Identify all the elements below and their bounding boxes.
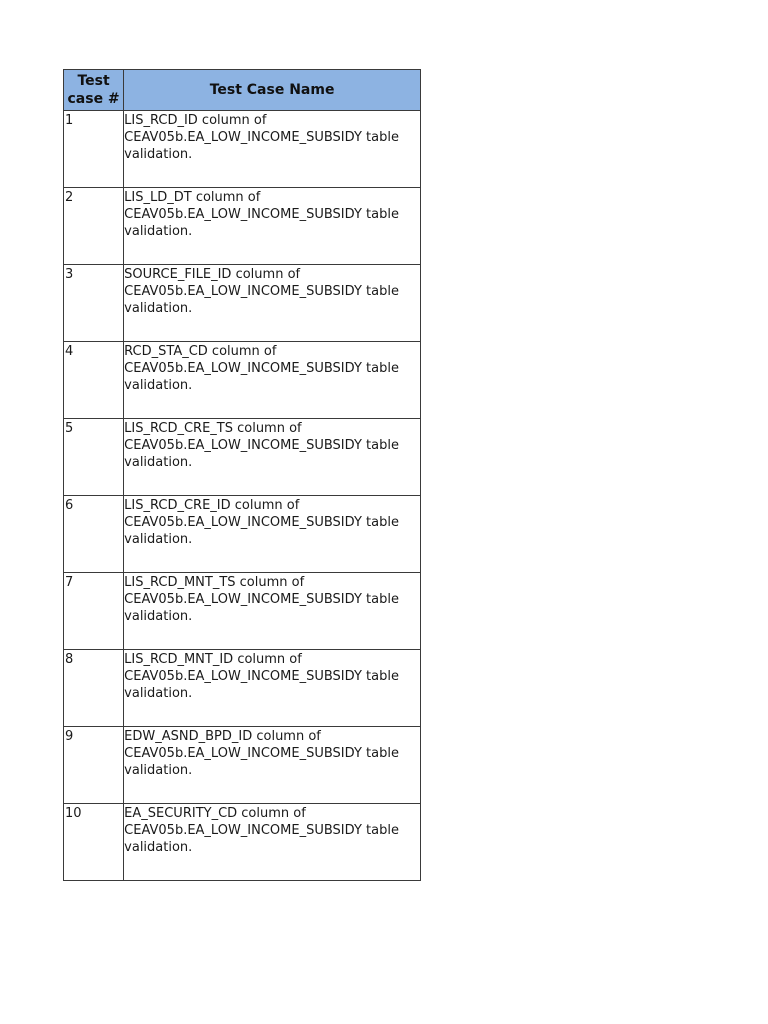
test-case-number: 10 — [65, 806, 82, 821]
test-case-number: 3 — [65, 267, 74, 282]
test-case-number: 5 — [65, 421, 74, 436]
test-case-number: 8 — [65, 652, 74, 667]
test-case-name-cell — [124, 188, 421, 265]
test-case-table — [63, 69, 421, 881]
test-case-name: LIS_RCD_ID column of CEAV05b.EA_LOW_INCOME_SUBSIDY table validation. — [124, 113, 399, 162]
test-case-number: 9 — [65, 729, 74, 744]
table-row — [64, 804, 421, 881]
test-case-name-cell — [124, 496, 421, 573]
test-case-number: 1 — [65, 113, 74, 128]
table-row — [64, 188, 421, 265]
test-case-number-cell — [64, 342, 124, 419]
test-case-name: LIS_RCD_CRE_TS column of CEAV05b.EA_LOW_INCOME_SUBSIDY table validation. — [124, 421, 399, 470]
test-case-name: LIS_RCD_MNT_TS column of CEAV05b.EA_LOW_INCOME_SUBSIDY table validation. — [124, 575, 399, 624]
test-case-number-cell — [64, 188, 124, 265]
test-case-name: RCD_STA_CD column of CEAV05b.EA_LOW_INCOME_SUBSIDY table validation. — [124, 344, 399, 393]
test-case-number-cell — [64, 804, 124, 881]
test-case-name-cell — [124, 650, 421, 727]
test-case-number: 7 — [65, 575, 74, 590]
test-case-number-cell — [64, 573, 124, 650]
test-case-number-cell — [64, 111, 124, 188]
header-test-case-name: Test Case Name — [124, 70, 421, 111]
test-case-number: 4 — [65, 344, 74, 359]
table-row — [64, 496, 421, 573]
test-case-number-cell — [64, 727, 124, 804]
test-case-name-cell — [124, 265, 421, 342]
table-row — [64, 265, 421, 342]
test-case-number: 6 — [65, 498, 74, 513]
test-case-name: SOURCE_FILE_ID column of CEAV05b.EA_LOW_INCOME_SUBSIDY table validation. — [124, 267, 399, 316]
table-row — [64, 342, 421, 419]
table-header-row — [64, 70, 421, 111]
test-case-name-cell — [124, 573, 421, 650]
test-case-number-cell — [64, 265, 124, 342]
test-case-number-cell — [64, 496, 124, 573]
test-case-number-cell — [64, 650, 124, 727]
table-row — [64, 727, 421, 804]
test-case-name: EA_SECURITY_CD column of CEAV05b.EA_LOW_INCOME_SUBSIDY table validation. — [124, 806, 399, 855]
test-case-number: 2 — [65, 190, 74, 205]
test-case-name-cell — [124, 111, 421, 188]
table-row — [64, 111, 421, 188]
table-row — [64, 650, 421, 727]
table-row — [64, 573, 421, 650]
test-case-name: EDW_ASND_BPD_ID column of CEAV05b.EA_LOW_INCOME_SUBSIDY table validation. — [124, 729, 399, 778]
test-case-name: LIS_LD_DT column of CEAV05b.EA_LOW_INCOME_SUBSIDY table validation. — [124, 190, 399, 239]
test-case-number-cell — [64, 419, 124, 496]
test-case-name-cell — [124, 727, 421, 804]
test-case-name-cell — [124, 342, 421, 419]
table-row — [64, 419, 421, 496]
test-case-name: LIS_RCD_CRE_ID column of CEAV05b.EA_LOW_INCOME_SUBSIDY table validation. — [124, 498, 399, 547]
header-test-case-number: Test case # — [64, 70, 124, 111]
test-case-name-cell — [124, 419, 421, 496]
test-case-name: LIS_RCD_MNT_ID column of CEAV05b.EA_LOW_INCOME_SUBSIDY table validation. — [124, 652, 399, 701]
test-case-name-cell — [124, 804, 421, 881]
